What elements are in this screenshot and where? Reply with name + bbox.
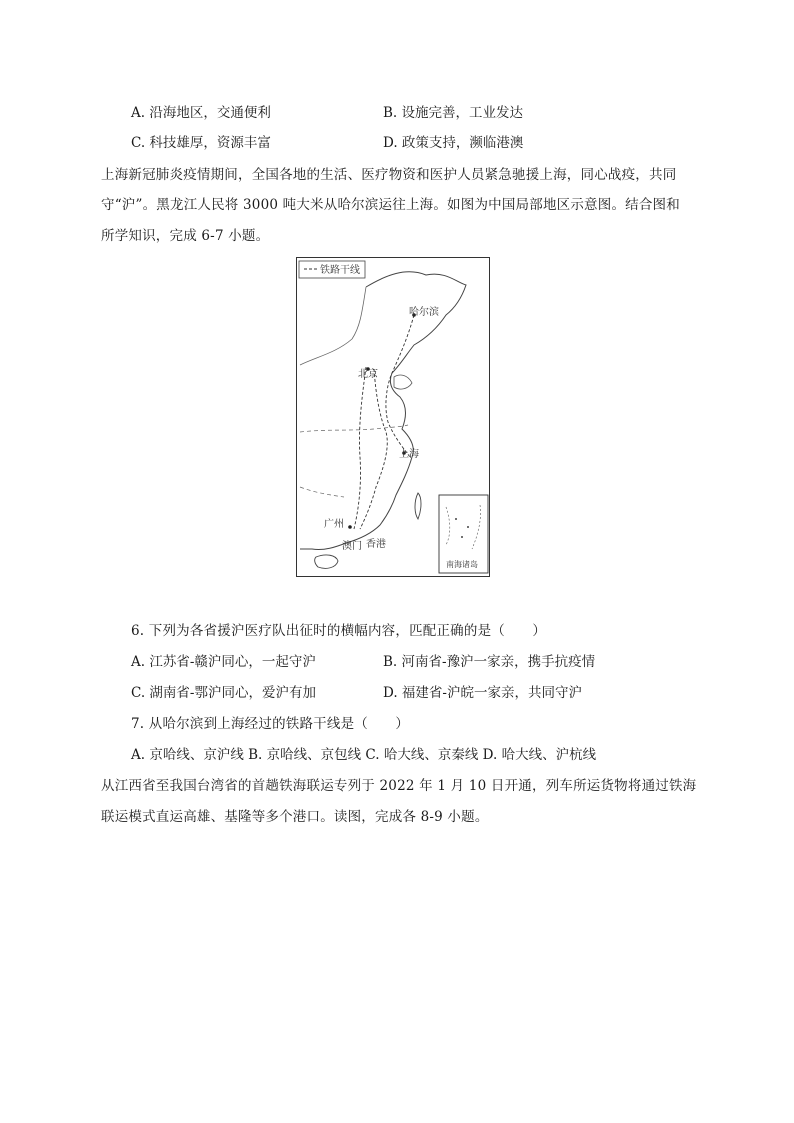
- q6-option-d: D. 福建省-沪皖一家亲，共同守沪: [383, 685, 582, 701]
- label-shanghai: 上海: [399, 449, 419, 460]
- label-harbin: 哈尔滨: [409, 307, 439, 318]
- map-legend: [299, 261, 365, 278]
- china-railway-map: [296, 257, 490, 577]
- label-hongkong: 香港: [366, 539, 386, 550]
- intro-8-9-line-1: 从江西省至我国台湾省的首趟铁海联运专列于 2022 年 1 月 10 日开通，列车所运货物将通过铁海: [101, 778, 697, 794]
- south-china-sea-inset: [439, 495, 488, 573]
- intro-6-7-line-2: 守“沪”。黑龙江人民将 3000 吨大米从哈尔滨运往上海。如图为中国局部地区示意图。结合图和: [101, 197, 680, 213]
- label-guangzhou: 广州: [324, 519, 344, 530]
- q6-stem: 6. 下列为各省援沪医疗队出征时的横幅内容，匹配正确的是（ ）: [131, 623, 547, 639]
- q5-option-c: C. 科技雄厚，资源丰富: [131, 135, 271, 151]
- q6-option-a: A. 江苏省-赣沪同心，一起守沪: [131, 654, 316, 670]
- q5-option-a: A. 沿海地区，交通便利: [131, 105, 271, 121]
- q5-option-b: B. 设施完善，工业发达: [383, 105, 524, 121]
- label-beijing: 北京: [358, 369, 378, 380]
- q7-options: A. 京哈线、京沪线 B. 京哈线、京包线 C. 哈大线、京秦线 D. 哈大线、沪杭线: [131, 747, 597, 763]
- label-macau: 澳门: [342, 541, 362, 552]
- q6-option-b: B. 河南省-豫沪一家亲，携手抗疫情: [383, 654, 596, 670]
- inset-label: 南海诸岛: [446, 560, 478, 569]
- q6-option-c: C. 湖南省-鄂沪同心，爱沪有加: [131, 685, 316, 701]
- intro-6-7-line-1: 上海新冠肺炎疫情期间，全国各地的生活、医疗物资和医护人员紧急驰援上海，同心战疫，共同: [101, 167, 677, 183]
- intro-8-9-line-2: 联运模式直运高雄、基隆等多个港口。读图，完成各 8-9 小题。: [101, 809, 489, 825]
- intro-6-7-line-3: 所学知识，完成 6-7 小题。: [101, 228, 270, 244]
- map-legend-label: 铁路干线: [320, 265, 360, 276]
- q5-option-d: D. 政策支持，濒临港澳: [383, 135, 524, 151]
- q7-stem: 7. 从哈尔滨到上海经过的铁路干线是（ ）: [131, 716, 410, 732]
